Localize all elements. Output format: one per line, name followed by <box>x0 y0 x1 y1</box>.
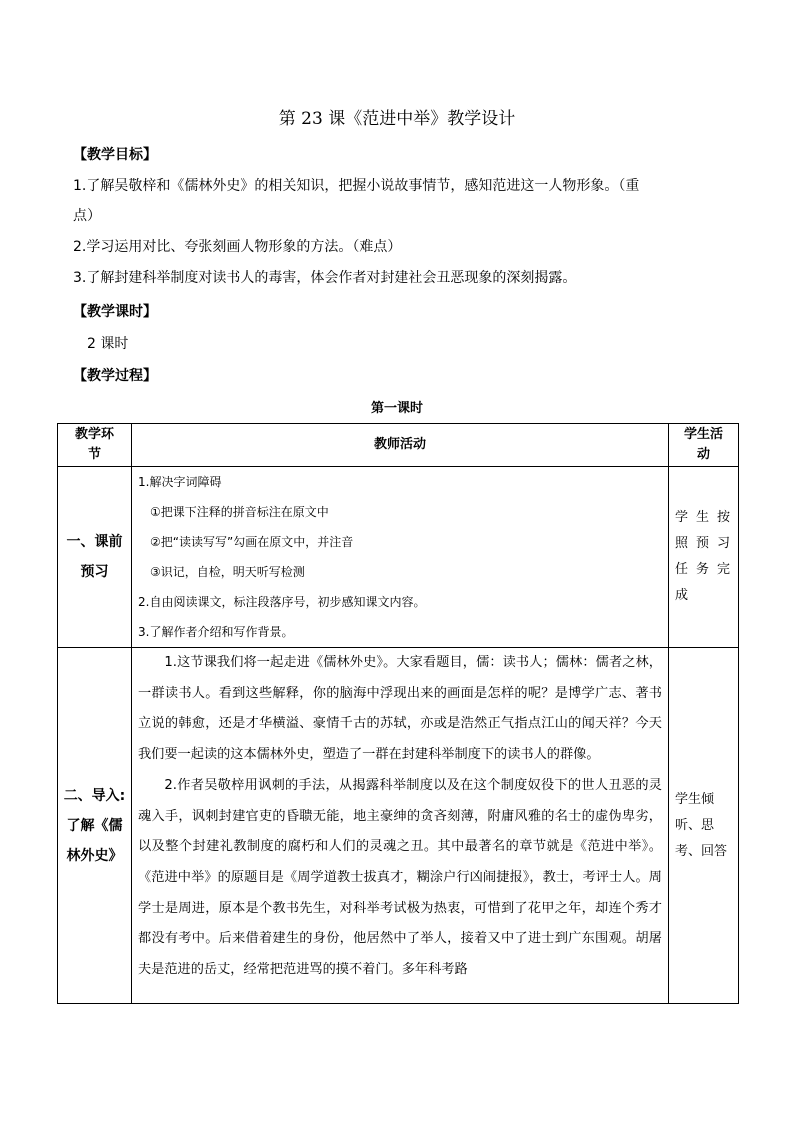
goal-item-1-line-1: 1.了解吴敬梓和《儒林外史》的相关知识，把握小说故事情节，感知范进这一人物形象。（重 <box>73 178 640 194</box>
goal-item-3: 3.了解封建科举制度对读书人的毒害，体会作者对封建社会丑恶现象的深刻揭露。 <box>73 270 577 286</box>
activity-line: ①把课下注释的拼音标注在原文中 <box>150 505 329 519</box>
stage-label-line: 了解《儒 <box>66 817 123 834</box>
teacher-activity <box>132 648 668 986</box>
table-row <box>58 467 739 648</box>
stage-label-line: 预习 <box>80 564 109 580</box>
page-title: 第 23 课《范进中举》教学设计 <box>278 109 516 129</box>
activity-line: 2.自由阅读课文，标注段落序号，初步感知课文内容。 <box>138 595 426 609</box>
hours-value: 2 课时 <box>87 336 129 352</box>
student-activity: 学生按照预习任务完成 <box>675 510 732 603</box>
goals-heading: 【教学目标】 <box>73 147 157 163</box>
stage-label <box>58 781 131 871</box>
teacher-activity <box>132 467 668 647</box>
stage-label <box>58 527 131 587</box>
goal-item-1-line-2: 点） <box>73 208 101 224</box>
stage-label-line: 二、导入: <box>63 787 126 804</box>
hours-heading: 【教学课时】 <box>73 304 157 320</box>
stage-label-line: 林外史》 <box>66 847 123 864</box>
table-row <box>58 648 739 1004</box>
activity-line: 1.解决字词障碍 <box>138 475 222 489</box>
header-student-activity: 学生活动 <box>683 427 723 462</box>
activity-line: ③识记，自检，明天听写检测 <box>150 565 305 579</box>
stage-label-line: 一、课前 <box>66 534 123 550</box>
activity-line: 3.了解作者介绍和写作背景。 <box>138 625 294 639</box>
process-heading: 【教学过程】 <box>73 368 157 384</box>
goal-item-2: 2.学习运用对比、夸张刻画人物形象的方法。（难点） <box>73 239 402 255</box>
table-header-row <box>58 424 739 467</box>
section-title: 第一课时 <box>370 401 423 416</box>
activity-paragraph: 1.这节课我们将一起走进《儒林外史》。大家看题目，儒：读书人；儒林：儒者之林，一群读书人。看到这些解释，你的脑海中浮现出来的画面是怎样的呢？是博学广志、著书立说的韩愈，还是才华横溢、豪情千古的苏轼，亦或是浩然正气指点江山的闻天祥？今天我们要一起读的这本儒林外史，塑造了一群在封建科举制度下的读书人的群像。 <box>138 655 662 763</box>
header-stage: 教学环节 <box>74 427 114 462</box>
activity-paragraph: 2.作者吴敬梓用讽刺的手法，从揭露科举制度以及在这个制度奴役下的世人丑恶的灵魂入手，讽刺封建官吏的昏聩无能，地主豪绅的贪吝刻薄，附庸风雅的名士的虚伪卑劣，以及整个封建礼教制度的腐朽和人们的灵魂之丑。其中最著名的章节就是《范进中举》。《范进中举》的原题目是《周学道教士拔真才，糊涂户行凶闹捷报》，教士，考评士人。周学士是周进，原本是个教书先生，对科举考试极为热衷，可惜到了花甲之年，却连个秀才都没有考中。后来借着建生的身份，他居然中了举人，接着又中了进士到广东围观。胡屠夫是范进的岳丈，经常把范进骂的摸不着门。多年科考路 <box>138 777 662 978</box>
activity-line: ②把“读读写写”勾画在原文中，并注音 <box>150 535 354 549</box>
process-table <box>57 423 739 1004</box>
header-teacher-activity: 教师活动 <box>373 437 426 452</box>
student-activity: 学生倾听、思考、回答 <box>675 791 728 859</box>
